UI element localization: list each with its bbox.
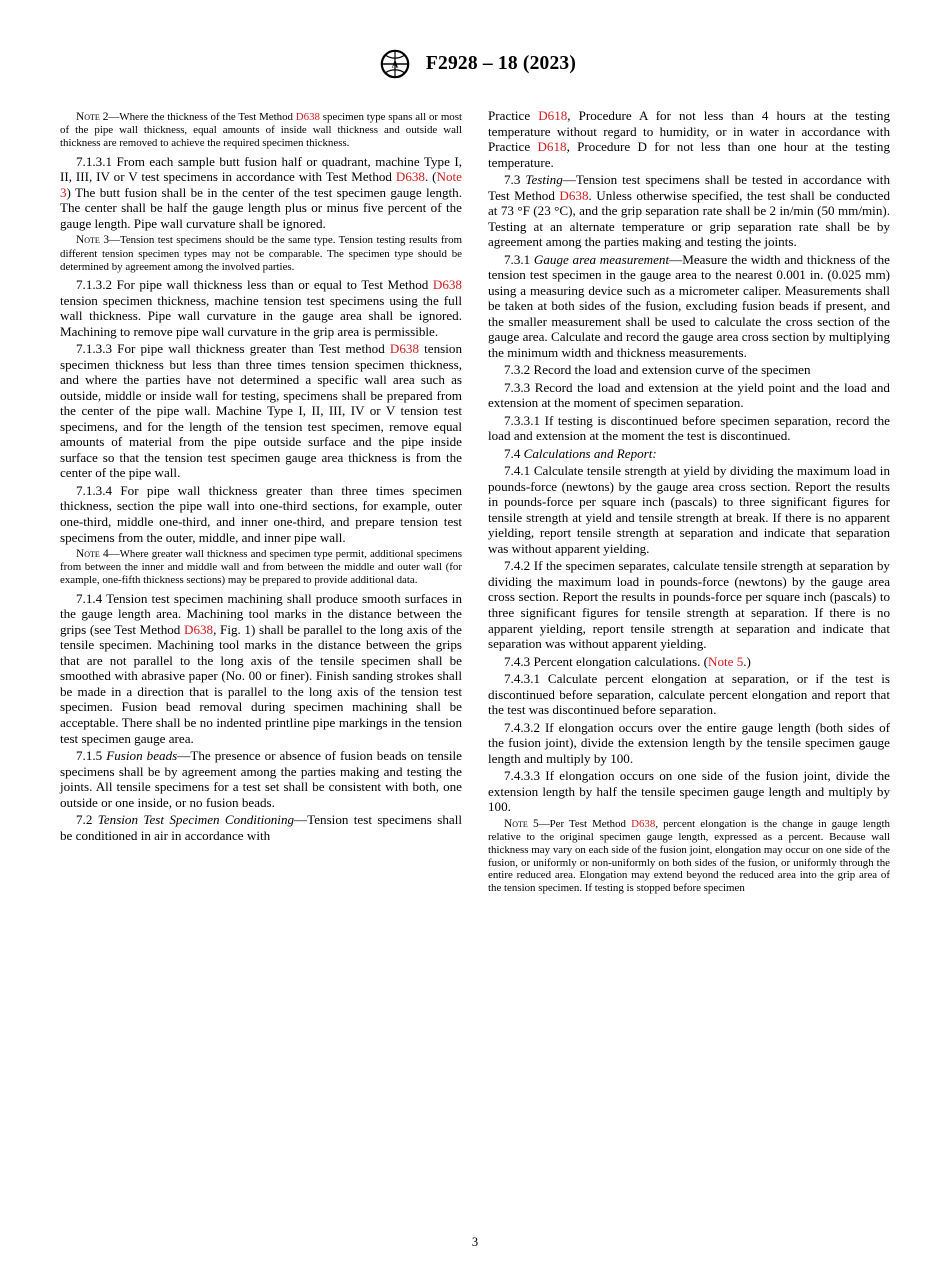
section-7-1-3-3 [60, 341, 462, 481]
section-7-4-1-text: Calculate tensile strength at yield by dividing the maximum load in pounds-force (newtons) by the gauge area cross section. Report the results in pounds-force per square inch (pascals) to three significant figures for tensile strength at yield and tensile strength at break. If there is no apparent yielding, report tensile strength at separation and indicate that separation was without apparent yielding. [488, 463, 890, 556]
note-5-label: Note 5 [504, 817, 539, 830]
section-7-4-3-1 [488, 671, 890, 718]
link-d638[interactable]: D638 [432, 277, 462, 293]
note-2-text-before: —Where the thickness of the Test Method [108, 111, 296, 123]
section-7-4 [488, 446, 890, 462]
section-7-1-3-4 [60, 483, 462, 545]
section-7-1-4-number: 7.1.4 [76, 590, 103, 606]
section-7-4-3-3-number: 7.4.3.3 [504, 768, 541, 784]
section-7-3-title: Testing [525, 172, 563, 188]
note-4 [60, 548, 462, 587]
left-column [60, 108, 462, 845]
section-7-3-number: 7.3 [504, 172, 521, 188]
section-7-1-3-1-text: From each sample butt fusion half or quadrant, machine Type I, II, III, IV or V test specimens in accordance with Test Method [60, 153, 462, 185]
section-7-4-3-2-text: If elongation occurs over the entire gauge length (both sides of the fusion joint), divide the extension length by the tensile specimen gauge length and multiply by 100. [488, 719, 890, 766]
section-7-1-3-2-number: 7.1.3.2 [76, 277, 113, 293]
section-7-3-text-before: —Tension test specimens shall be tested in accordance with Test Method [488, 172, 890, 203]
section-7-1-4 [60, 591, 462, 746]
section-7-4-2-text: If the specimen separates, calculate tensile strength at separation by dividing the maximum load in pounds-force (newtons) by the gauge area cross section. Report the results in pounds-force per square inch (pascals) to three significant figures for tensile strength at separation. If there is no apparent yielding, report tensile strength at separation and indicate that separation was without apparent yielding. [488, 558, 890, 652]
cont-text-after: , Procedure D for not less than one hour at the testing temperature. [488, 139, 890, 170]
link-d618[interactable]: D618 [538, 108, 568, 123]
two-column-body [60, 108, 890, 899]
section-7-4-2-number: 7.4.2 [504, 558, 531, 574]
section-7-4-3-3 [488, 768, 890, 815]
section-7-1-5-text: —The presence or absence of fusion beads on tensile specimens shall be by agreement among the parties making and testing the joints. All tensile specimens for a test set shall be consistent with both, one outside or one inside, or no fusion beads. [60, 748, 462, 810]
section-7-4-number: 7.4 [504, 445, 521, 461]
link-d638[interactable]: D638 [395, 169, 425, 185]
section-7-4-3-1-text: Calculate percent elongation at separation, or if the test is discontinued before separation, calculate percent elongation and report that the test was discontinued before separation. [488, 671, 890, 718]
note-5-text-before: —Per Test Method [538, 817, 632, 830]
note-4-text: —Where greater wall thickness and specimen type permit, additional specimens from between the inner and middle wall and from between the middle and outer wall (for example, one-fifth thickness sections) may be prepared to provide additional data. [60, 548, 462, 587]
section-7-3-3-1-number: 7.3.3.1 [504, 412, 541, 428]
link-note-3[interactable]: Note 3 [60, 169, 462, 200]
section-7-3-1-text: —Measure the width and thickness of the tension test specimen in the gauge area to the nearest 0.001 in. (0.025 mm) using a measuring device such as a micrometer caliper. Measurements shall be taken at both sides of the fusion, excluding fusion beads if present, and the smaller measurement shall be used to calculate the cross section of the gauge area. Calculate and record the gauge area cross section by multiplying the minimum width and thickness measurements. [488, 251, 890, 360]
section-7-1-3-1-mid: . ( [424, 169, 437, 185]
note-5-text-after: , percent elongation is the change in gauge length relative to the original specimen gauge length, expressed as a percent. Because wall thickness may vary on each side of the fusion joint, elongation may occur on one side of the fusion, or uniformly or non-uniformly on both sides of the fusion, or uniformly through the entire reduced area. Elongation may extend beyond the reduced area into the grip area of the tension specimen. If testing is stopped before specimen [488, 817, 890, 895]
section-7-2-continued [488, 108, 890, 170]
note-2 [60, 111, 462, 150]
section-7-1-3-3-text-after: tension specimen thickness but less than three times tension specimen thickness, and where the parties have not determined a specific wall area such as outside, middle or inside wall for testing, specimens shall be prepared from the center of the pipe wall. Machine Type I, II, III, IV or V tension test specimens, and for the length of the tension test specimen, remove equal amounts of material from the pipe outside surface and the pipe inside surface so that the tension test specimen gauge area thickness is from the center of the pipe wall. [60, 341, 462, 481]
section-7-1-3-2-text-after: tension specimen thickness, machine tension test specimens using the full wall thickness. Pipe wall curvature in the gauge area shall be ignored. Machining to remove pipe wall curvature in the grip area is permissible. [60, 292, 462, 339]
section-7-1-3-1-text-after: ) The butt fusion shall be in the center of the test specimen gauge length. The center shall be half the gauge length plus or minus five percent of the gauge length. Pipe wall curvature shall be ignored. [60, 184, 462, 231]
section-7-4-3-text-after: .) [743, 653, 751, 669]
section-7-1-4-text-after: , Fig. 1) shall be parallel to the long axis of the tensile specimen. Machining tool marks in the distance between the grips that are not parallel to the long axis of the tensile specimen shall be smoothed with abrasive paper (No. 00 or finer). Finish sanding strokes shall be made in a direction that is parallel to the long axis of the tension test specimen. Fusion bead removal during specimen machining shall be acceptable. There shall be no indented printline pipe markings in the tension test specimen gauge area. [60, 621, 462, 746]
link-d618[interactable]: D618 [537, 139, 567, 155]
section-7-1-3-4-number: 7.1.3.4 [76, 482, 113, 498]
cont-mid: , Procedure A for not less than 4 hours at the testing temperature without regard to humidity, or in water in accordance with Practice [488, 108, 890, 155]
section-7-4-3 [488, 654, 890, 670]
page-header [60, 46, 890, 82]
section-7-2-number: 7.2 [76, 812, 93, 828]
link-d638[interactable]: D638 [389, 341, 420, 357]
section-7-3-3-number: 7.3.3 [504, 379, 531, 395]
note-3-text: —Tension test specimens should be the same type. Tension testing results from different tension specimen types may not be comparable. The specimen type should be determined by agreement among the involved parties. [60, 234, 463, 273]
section-7-4-3-1-number: 7.4.3.1 [504, 671, 541, 687]
section-7-3-3-1-text: If testing is discontinued before specimen separation, record the load and extension at the moment the test is discontinued. [488, 412, 890, 444]
section-7-1-5 [60, 748, 462, 810]
section-7-4-1-number: 7.4.1 [504, 463, 531, 479]
section-7-1-3-2 [60, 277, 462, 339]
section-7-1-3-4-text: For pipe wall thickness greater than three times specimen thickness, section the pipe wall into one-third sections, for example, outer one-third, middle one-third, and inner one-third, and prepare tension test specimens from the outer, middle, and inner pipe wall. [60, 482, 463, 545]
link-d638[interactable]: D638 [631, 817, 656, 830]
right-column [488, 108, 890, 899]
section-7-3-text-after: . Unless otherwise specified, the test shall be conducted at 73 °F (23 °C), and the grip separation rate shall be 2 in/min (50 mm/min). Testing at an alternate temperature or grip separation rate shall be by agreement among the parties making and testing the joints. [488, 187, 890, 250]
note-3-label: Note 3 [76, 234, 110, 247]
link-d638[interactable]: D638 [184, 621, 214, 637]
section-7-1-4-text: Tension test specimen machining shall produce smooth surfaces in the gauge length area. Machining tool marks in the distance between the grips (see Test Method [60, 590, 462, 637]
section-7-4-3-text: Percent elongation calculations. ( [533, 653, 708, 669]
cont-text-before: Practice [488, 108, 539, 123]
section-7-1-3-3-text: For pipe wall thickness greater than Test method [117, 341, 390, 357]
section-7-3-1-title: Gauge area measurement [533, 251, 670, 267]
note-2-label: Note 2 [76, 111, 109, 123]
note-3 [60, 234, 462, 273]
section-7-1-3-1 [60, 154, 462, 232]
note-4-label: Note 4 [76, 548, 109, 561]
section-7-1-3-1-number: 7.1.3.1 [76, 153, 113, 169]
section-7-4-1 [488, 463, 890, 556]
section-7-1-3-3-number: 7.1.3.3 [76, 341, 113, 357]
section-7-4-3-2-number: 7.4.3.2 [504, 719, 541, 735]
section-7-4-2 [488, 558, 890, 651]
section-7-3-2-text: Record the load and extension curve of the specimen [533, 362, 811, 378]
link-d638[interactable]: D638 [559, 187, 589, 203]
section-7-3-3 [488, 380, 890, 411]
section-7-4-title: Calculations and Report: [523, 445, 657, 461]
section-7-2-title: Tension Test Specimen Conditioning [97, 812, 295, 828]
svg-text:A: A [391, 59, 399, 70]
page-number: 3 [471, 1235, 479, 1249]
section-7-3-3-1 [488, 413, 890, 444]
section-7-3-1-number: 7.3.1 [504, 251, 531, 267]
section-7-1-5-number: 7.1.5 [76, 748, 103, 764]
section-7-3-2 [488, 362, 890, 378]
section-7-3-1 [488, 252, 890, 361]
section-7-2 [60, 812, 462, 843]
section-7-3-3-text: Record the load and extension at the yield point and the load and extension at the moment of specimen separation. [488, 379, 890, 411]
note-2-link-d638[interactable]: D638 [295, 111, 320, 123]
section-7-1-5-title: Fusion beads [106, 748, 178, 764]
section-7-3 [488, 172, 890, 250]
section-7-3-2-number: 7.3.2 [504, 362, 531, 378]
document-title: F2928 – 18 (2023) [425, 53, 577, 74]
section-7-4-3-3-text: If elongation occurs on one side of the fusion joint, divide the extension length by half the tensile specimen gauge length and multiply by 100. [488, 768, 890, 815]
note-2-text-after: specimen type spans all or most of the pipe wall thickness, equal amounts of inside wall thickness and outside wall thickness are removed to achieve the required specimen thickness. [60, 111, 463, 150]
section-7-1-3-2-text: For pipe wall thickness less than or equal to Test Method [116, 277, 433, 293]
section-7-2-text: —Tension test specimens shall be conditioned in air in accordance with [60, 812, 462, 843]
section-7-4-3-2 [488, 720, 890, 767]
astm-logo [374, 49, 416, 79]
section-7-4-3-number: 7.4.3 [504, 653, 531, 669]
link-note-5[interactable]: Note 5 [708, 653, 744, 669]
note-5 [488, 818, 890, 895]
